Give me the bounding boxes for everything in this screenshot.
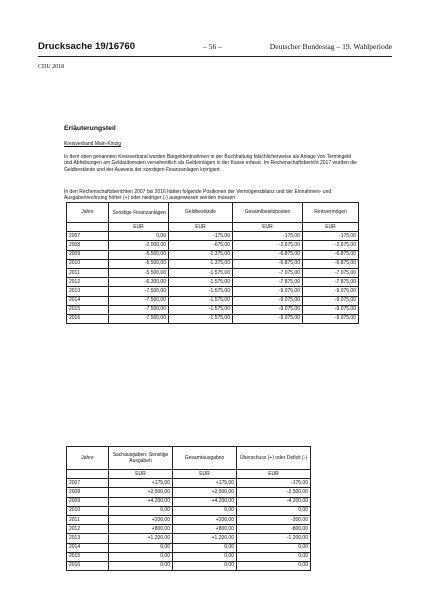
value-cell: -1.575,00 (169, 268, 233, 277)
value-cell: +1.200,00 (173, 534, 237, 543)
value-cell: -9.075,00 (233, 314, 303, 323)
year-cell: 2015 (67, 305, 109, 314)
value-cell: +4.200,00 (173, 497, 237, 506)
year-cell: 2010 (67, 506, 109, 515)
year-cell: 2012 (67, 525, 109, 534)
publisher-line: Deutscher Bundestag – 19. Wahlperiode (269, 42, 392, 51)
table-row (67, 506, 311, 515)
year-cell: 2014 (67, 543, 109, 552)
unit-cell: EUR (237, 470, 311, 479)
value-cell: -675,00 (169, 241, 233, 250)
unit-cell: EUR (233, 223, 303, 232)
value-cell: -9.075,00 (303, 287, 359, 296)
value-cell: +800,00 (109, 525, 173, 534)
assets-table-body (67, 232, 359, 324)
value-cell: -6.300,00 (109, 278, 169, 287)
value-cell: -9.075,00 (233, 287, 303, 296)
year-cell: 2009 (67, 497, 109, 506)
value-cell: -9.075,00 (233, 305, 303, 314)
paragraph-intro: In den Rechenschaftsberichten 2007 bis 2016 hätten folgende Positionen der Vermögensbilanz und der Einnahmen- und Ausgabenrechnung höher (+) oder niedriger (-) ausgewiesen werden müssen: (64, 189, 332, 202)
value-cell: -5.500,00 (109, 259, 169, 268)
table-row (67, 543, 311, 552)
value-cell: -175,00 (233, 232, 303, 241)
value-cell: +175,00 (109, 479, 173, 488)
value-cell: -1.375,00 (169, 259, 233, 268)
column-header: Reinvermögen (303, 203, 359, 223)
value-cell: 0,00 (173, 561, 237, 570)
year-cell: 2008 (67, 241, 109, 250)
party-label: CDU 2018 (38, 64, 65, 70)
value-cell: -1.575,00 (169, 278, 233, 287)
value-cell: +1.200,00 (109, 534, 173, 543)
table-row (67, 259, 359, 268)
year-cell: 2011 (67, 515, 109, 524)
year-cell: 2010 (67, 259, 109, 268)
value-cell: -175,00 (303, 232, 359, 241)
value-cell: 0,00 (237, 552, 311, 561)
table-row (67, 515, 311, 524)
value-cell: -7.500,00 (109, 305, 169, 314)
table-row (67, 241, 359, 250)
unit-cell: EUR (303, 223, 359, 232)
year-cell: 2009 (67, 250, 109, 259)
value-cell: 0,00 (109, 506, 173, 515)
value-cell: -7.500,00 (109, 296, 169, 305)
table-unit-row (67, 223, 359, 232)
year-cell: 2013 (67, 287, 109, 296)
value-cell: 0,00 (237, 506, 311, 515)
section-subtitle: Kreisverband Main-Kinzig (64, 141, 121, 147)
table-row (67, 534, 311, 543)
table-unit-row (67, 470, 311, 479)
value-cell: -1.575,00 (169, 287, 233, 296)
table-row (67, 525, 311, 534)
year-cell: 2012 (67, 278, 109, 287)
value-cell: -7.075,00 (233, 268, 303, 277)
document-number (38, 41, 135, 52)
column-header: Jahre (67, 203, 109, 223)
unit-cell: EUR (169, 223, 233, 232)
value-cell: -175,00 (237, 479, 311, 488)
value-cell: -6.875,00 (303, 250, 359, 259)
year-cell: 2011 (67, 268, 109, 277)
year-cell: 2016 (67, 314, 109, 323)
value-cell: 0,00 (173, 552, 237, 561)
unit-cell (67, 470, 109, 479)
value-cell: +175,00 (173, 479, 237, 488)
table-header-row (67, 203, 359, 223)
value-cell: -1.200,00 (237, 534, 311, 543)
value-cell: 0,00 (109, 561, 173, 570)
value-cell: -200,00 (237, 515, 311, 524)
expenses-table (66, 446, 311, 571)
unit-cell: EUR (173, 470, 237, 479)
table-row (67, 268, 359, 277)
page-number: – 56 – (203, 42, 222, 51)
column-header: Gesamtausgaben (173, 447, 237, 470)
value-cell: -7.875,00 (233, 278, 303, 287)
assets-table (66, 202, 359, 324)
value-cell: -2.500,00 (237, 488, 311, 497)
unit-cell: EUR (109, 470, 173, 479)
paragraph-correction: In dem oben genannten Kreisverband wurden Bargeldentnahmen in der Buchhaltung fälschlicherweise als Anlage von Termingeld und Abhebungen am Geldautomaten versehentlich als Geldeinlagen in der Kasse erfasst. Im Rechenschaftsbericht 2017 wurden die Geldbestände und der Ausweis der sonstigen Finanzanlagen korrigiert. (64, 154, 357, 173)
value-cell: +4.200,00 (109, 497, 173, 506)
value-cell: 0,00 (173, 506, 237, 515)
value-cell: -800,00 (237, 525, 311, 534)
year-cell: 2014 (67, 296, 109, 305)
column-header: Sonstige Finanzanlagen (109, 203, 169, 223)
table-row (67, 314, 359, 323)
year-cell: 2016 (67, 561, 109, 570)
value-cell: +2.500,00 (109, 488, 173, 497)
value-cell: -6.875,00 (303, 259, 359, 268)
value-cell: -1.575,00 (169, 305, 233, 314)
document-id: 16760 (108, 41, 136, 52)
value-cell: +200,00 (173, 515, 237, 524)
expenses-table-body (67, 479, 311, 571)
page-header (38, 41, 392, 55)
value-cell: 0,00 (237, 543, 311, 552)
value-cell: 0,00 (109, 552, 173, 561)
value-cell: +2.500,00 (173, 488, 237, 497)
value-cell: -2.000,00 (109, 241, 169, 250)
year-cell: 2007 (67, 232, 109, 241)
column-header: Überschuss (+) oder Defizit (-) (237, 447, 311, 470)
value-cell: 0,00 (109, 232, 169, 241)
year-cell: 2008 (67, 488, 109, 497)
document-prefix: Drucksache 19/ (38, 41, 109, 52)
column-header: Sachausgaben: Sonstige Ausgaben (109, 447, 173, 470)
value-cell: +200,00 (109, 515, 173, 524)
value-cell: -7.500,00 (109, 314, 169, 323)
value-cell: -2.675,00 (303, 241, 359, 250)
value-cell: -7.875,00 (303, 278, 359, 287)
value-cell: -6.875,00 (233, 259, 303, 268)
table-row (67, 278, 359, 287)
column-header: Gesamtbesitzposten (233, 203, 303, 223)
value-cell: -7.500,00 (109, 287, 169, 296)
unit-cell: EUR (109, 223, 169, 232)
table-row (67, 488, 311, 497)
table-row (67, 497, 311, 506)
value-cell: +800,00 (173, 525, 237, 534)
value-cell: 0,00 (109, 543, 173, 552)
value-cell: -1.375,00 (169, 250, 233, 259)
table-row (67, 250, 359, 259)
value-cell: -1.575,00 (169, 314, 233, 323)
value-cell: -9.075,00 (233, 296, 303, 305)
value-cell: -5.500,00 (109, 250, 169, 259)
header-rule (38, 56, 392, 57)
column-header: Jahre (67, 447, 109, 470)
year-cell: 2015 (67, 552, 109, 561)
value-cell: -9.075,00 (303, 305, 359, 314)
table-header-row (67, 447, 311, 470)
unit-cell (67, 223, 109, 232)
value-cell: -9.075,00 (303, 314, 359, 323)
table-row (67, 287, 359, 296)
table-row (67, 305, 359, 314)
column-header: Geldbestände (169, 203, 233, 223)
value-cell: -9.075,00 (303, 296, 359, 305)
table-row (67, 232, 359, 241)
table-row (67, 296, 359, 305)
value-cell: 0,00 (173, 543, 237, 552)
table-row (67, 552, 311, 561)
table-row (67, 561, 311, 570)
value-cell: 0,00 (237, 561, 311, 570)
value-cell: -2.675,00 (233, 241, 303, 250)
year-cell: 2007 (67, 479, 109, 488)
value-cell: -7.075,00 (303, 268, 359, 277)
value-cell: -5.500,00 (109, 268, 169, 277)
table-row (67, 479, 311, 488)
value-cell: -1.575,00 (169, 296, 233, 305)
value-cell: -6.875,00 (233, 250, 303, 259)
value-cell: -175,00 (169, 232, 233, 241)
value-cell: -4.200,00 (237, 497, 311, 506)
year-cell: 2013 (67, 534, 109, 543)
section-title: Erläuterungsteil (64, 125, 116, 132)
